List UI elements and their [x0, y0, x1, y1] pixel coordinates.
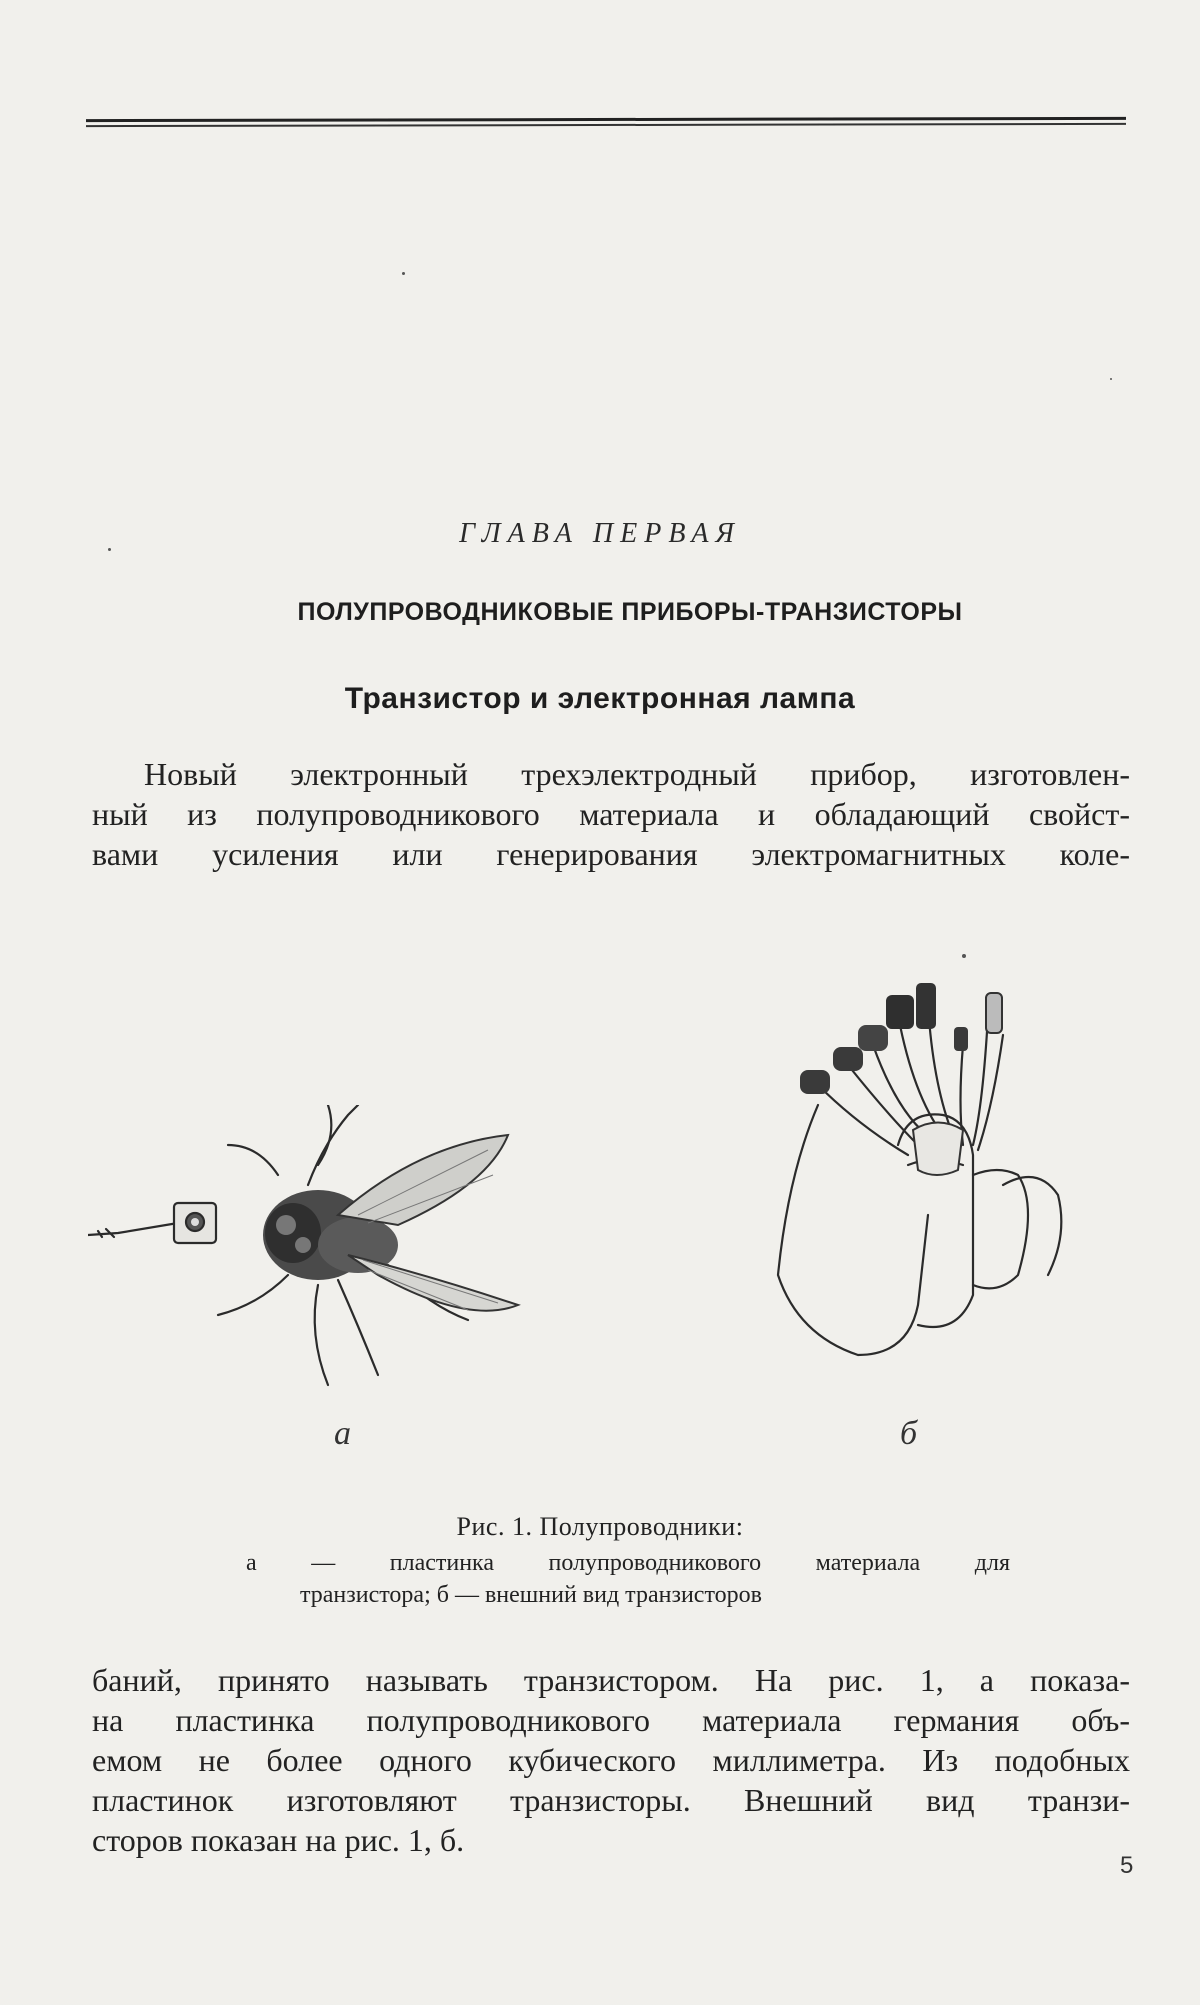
top-rule-line-2 — [86, 123, 1126, 127]
section-heading: ПОЛУПРОВОДНИКОВЫЕ ПРИБОРЫ-ТРАНЗИСТОРЫ — [297, 598, 963, 626]
scan-speck — [1110, 378, 1112, 380]
fly-with-semiconductor-plate-illustration — [88, 1105, 608, 1405]
figure-caption-line: транзистора; б — внешний вид транзисторов — [300, 1582, 762, 1608]
figure-caption-title: Рис. 1. Полупроводники: — [456, 1512, 744, 1541]
chapter-heading: ГЛАВА ПЕРВАЯ — [459, 518, 741, 549]
paragraph-2 — [92, 1660, 1130, 1860]
figure-1 — [88, 975, 1048, 1475]
paragraph-1-line: вами усиления или генерирования электромагнитных коле- — [92, 836, 1130, 872]
paragraph-2-line: емом не более одного кубического миллиметра. Из подобных — [92, 1742, 1130, 1778]
paragraph-2-line: баний, принято называть транзистором. На рис. 1, а показа- — [92, 1662, 1130, 1698]
scan-speck — [402, 272, 405, 275]
paragraph-2-line: сторов показан на рис. 1, б. — [92, 1822, 465, 1858]
hand-holding-transistors-illustration — [758, 975, 1148, 1395]
figure-label-b: б — [900, 1415, 918, 1452]
figure-caption-line: а — пластинка полупроводникового материала для — [246, 1550, 1010, 1576]
paragraph-2-line: на пластинка полупроводникового материала германия объ- — [92, 1702, 1130, 1738]
scan-speck — [108, 548, 111, 551]
top-double-rule — [86, 118, 1126, 130]
scan-speck — [962, 954, 966, 958]
paragraph-1-line: ный из полупроводникового материала и обладающий свойст- — [92, 796, 1130, 832]
paragraph-2-line: пластинок изготовляют транзисторы. Внешний вид транзи- — [92, 1782, 1130, 1818]
figure-label-a: а — [334, 1415, 351, 1452]
page-number: 5 — [1120, 1852, 1134, 1879]
top-rule-line-1 — [86, 117, 1126, 122]
paragraph-1-line: Новый электронный трехэлектродный прибор, изготовлен- — [144, 756, 1130, 792]
subsection-heading: Транзистор и электронная лампа — [344, 682, 856, 715]
paragraph-1 — [92, 754, 1130, 874]
